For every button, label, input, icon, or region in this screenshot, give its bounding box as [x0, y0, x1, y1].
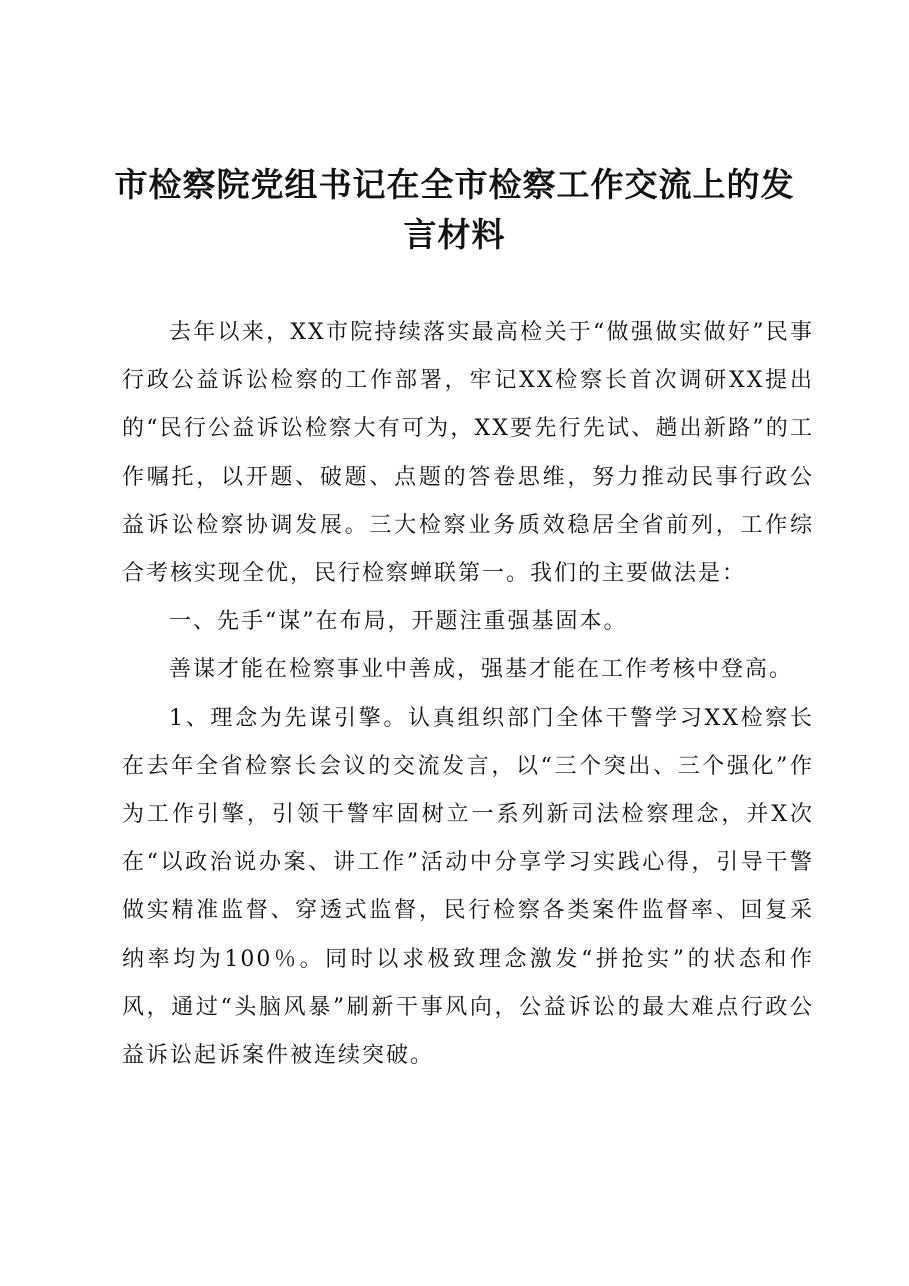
- document-body: [122, 309, 814, 1080]
- section-heading-1: 一、先手“谋”在布局，开题注重强基固本。: [169, 609, 628, 635]
- document-title: 市检察院党组书记在全市检察工作交流上的发言材料: [114, 165, 795, 254]
- paragraph-item-1: 1、理念为先谋引擎。认真组织部门全体干警学习XX检察长在去年全省检察长会议的交流发言，以“三个突出、三个强化”作为工作引擎，引领干警牢固树立一系列新司法检察理念，并X次在“以政治说办案、讲工作”活动中分享学习实践心得，引导干警做实精准监督、穿透式监督，民行检察各类案件监督率、回复采纳率均为100％。同时以求极致理念激发“拼抢实”的状态和作风，通过“头脑风暴”刷新干事风向，公益诉讼的最大难点行政公益诉讼起诉案件被连续突破。: [122, 705, 814, 1069]
- paragraph-summary: 善谋才能在检察事业中善成，强基才能在工作考核中登高。: [169, 657, 794, 683]
- paragraph-intro: 去年以来，XX市院持续落实最高检关于“做强做实做好”民事行政公益诉讼检察的工作部署，牢记XX检察长首次调研XX提出的“民行公益诉讼检察大有可为，XX要先行先试、趟出新路”的工作嘱托，以开题、破题、点题的答卷思维，努力推动民事行政公益诉讼检察协调发展。三大检察业务质效稳居全省前列，工作综合考核实现全优，民行检察蝉联第一。我们的主要做法是：: [122, 320, 814, 587]
